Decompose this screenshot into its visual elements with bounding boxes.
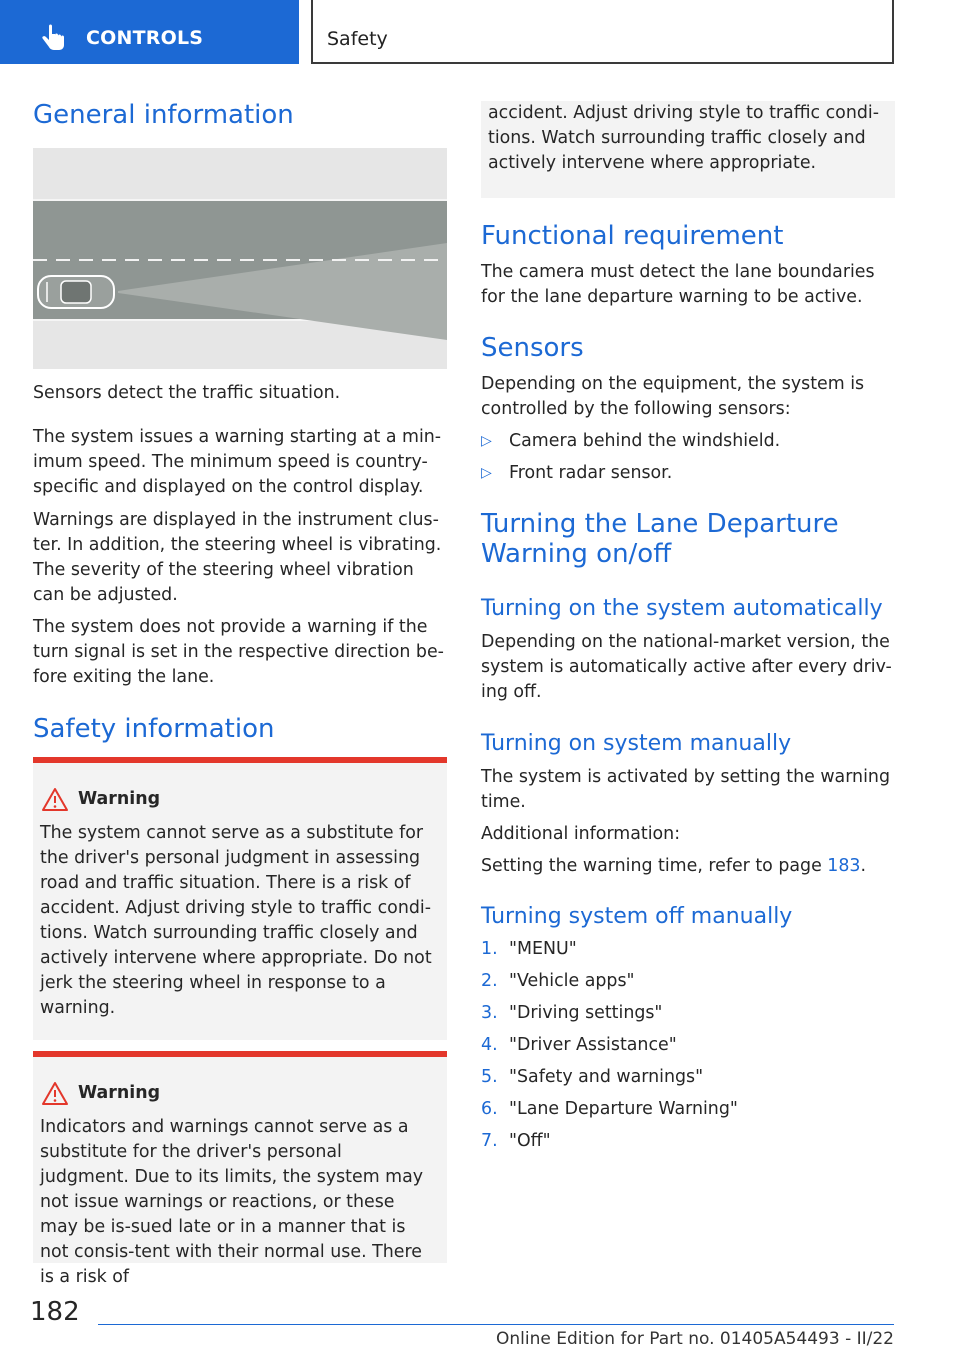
hand-pointer-icon bbox=[38, 24, 68, 54]
body-paragraph: Warnings are displayed in the instrument clus-ter. In addition, the steering wheel is vibrating. The severity of the steering wheel vibration can be adjusted. bbox=[33, 510, 442, 605]
manual-off-heading: Turning system off manually bbox=[481, 904, 793, 929]
warning-title: Warning bbox=[78, 1083, 161, 1103]
edition-footer: Online Edition for Part no. 01405A54493 - II/22 bbox=[495, 1329, 894, 1349]
warning-box bbox=[33, 757, 447, 1040]
body-paragraph: The camera must detect the lane boundaries for the lane departure warning to be active. bbox=[481, 262, 875, 307]
general-information-heading: General information bbox=[33, 100, 294, 130]
warning-box bbox=[33, 1051, 447, 1287]
bullet-triangle-icon: ▷ bbox=[481, 465, 492, 481]
warning-continuation-box bbox=[481, 101, 895, 198]
sensors-heading: Sensors bbox=[481, 333, 584, 363]
warning-triangle-icon bbox=[41, 787, 69, 813]
bullet-triangle-icon: ▷ bbox=[481, 433, 492, 449]
car-icon bbox=[38, 276, 114, 308]
section-header bbox=[311, 0, 894, 64]
manual-on-heading: Turning on system manually bbox=[481, 731, 792, 756]
warning-continuation-text: accident. Adjust driving style to traffic condi-tions. Watch surrounding traffic closely and actively intervene where appropriate. bbox=[488, 103, 879, 173]
page-number: 182 bbox=[30, 1297, 80, 1327]
body-paragraph: Additional information: bbox=[481, 824, 681, 844]
turning-lane-departure-heading-line2: Warning on/off bbox=[481, 539, 672, 569]
body-paragraph: The system issues a warning starting at a min-imum speed. The minimum speed is country-specific and displayed on the control display. bbox=[33, 427, 442, 497]
chapter-label: CONTROLS bbox=[86, 27, 204, 49]
auto-on-heading: Turning on the system automatically bbox=[481, 596, 883, 621]
body-paragraph: The system does not provide a warning if the turn signal is set in the respective direction be-fore exiting the lane. bbox=[33, 617, 444, 687]
lane-sensor-illustration bbox=[33, 148, 447, 369]
page-link[interactable]: 183 bbox=[827, 856, 861, 876]
body-paragraph: The system is activated by setting the warning time. bbox=[481, 767, 890, 812]
body-paragraph: Depending on the national-market version, the system is automatically active after every driv-ing off. bbox=[481, 632, 892, 702]
footer-divider bbox=[98, 1324, 894, 1325]
illustration-caption: Sensors detect the traffic situation. bbox=[33, 383, 341, 403]
chapter-tab[interactable] bbox=[0, 0, 299, 64]
section-label: Safety bbox=[327, 28, 388, 50]
warning-triangle-icon bbox=[41, 1081, 69, 1107]
page-reference: Setting the warning time, refer to page 183. bbox=[481, 856, 867, 876]
functional-requirement-heading: Functional requirement bbox=[481, 221, 784, 251]
warning-text: Indicators and warnings cannot serve as a substitute for the driver's personal judgment. Due to its limits, the system may not issue warnings or reactions, or these may be is-sued late or in a manner that is not consis-tent with their normal use. There is a risk of bbox=[40, 1117, 424, 1287]
body-paragraph: Depending on the equipment, the system is controlled by the following sensors: bbox=[481, 374, 865, 419]
warning-text: The system cannot serve as a substitute for the driver's personal judgment in assessing road and traffic situation. There is a risk of accident. Adjust driving style to traffic condi-tions. Watch surrounding traffic closely and actively intervene where appropriate. Do not jerk the steering wheel in response to a warning. bbox=[40, 823, 432, 1018]
turning-lane-departure-heading: Turning the Lane Departure bbox=[481, 509, 839, 539]
safety-information-heading: Safety information bbox=[33, 714, 275, 744]
warning-title: Warning bbox=[78, 789, 161, 809]
